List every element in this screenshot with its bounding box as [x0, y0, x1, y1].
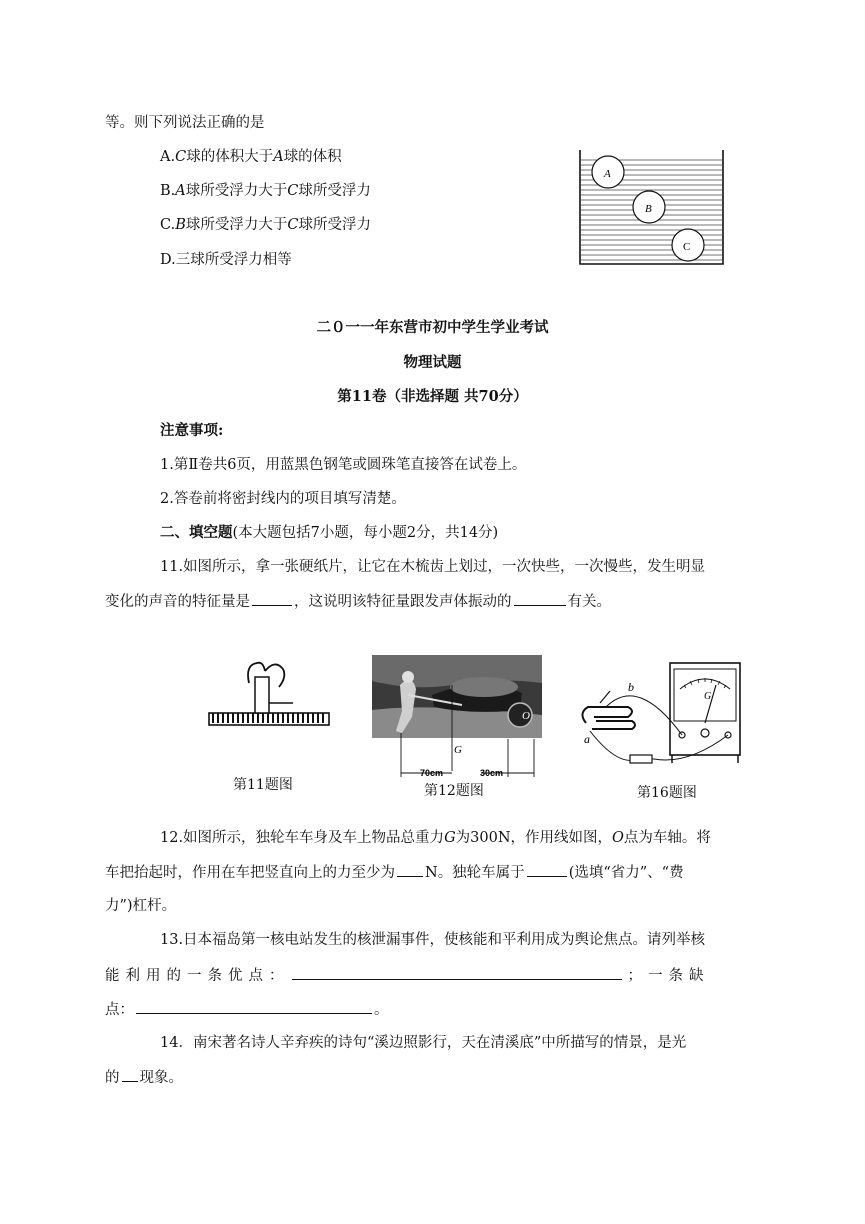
fig12-dim-30: 30cm — [480, 768, 504, 778]
fig11-comb — [205, 655, 335, 735]
question-intro: 等。则下列说法正确的是 — [105, 115, 265, 131]
tank-figure — [578, 148, 726, 266]
fig16-label-a: a — [584, 732, 590, 746]
q12-line1: 12.如图所示，独轮车车身及车上物品总重力G为300N，作用线如图，O点为车轴。将 — [160, 830, 711, 846]
notice-2: 2.答卷前将密封线内的项目填写清楚。 — [160, 491, 406, 507]
q13-blank-1[interactable] — [292, 965, 622, 980]
subject-title: 物理试题 — [403, 354, 462, 371]
ball-label-a: A — [604, 168, 611, 180]
fig16-caption: 第16题图 — [637, 785, 697, 801]
option-c: C.B球所受浮力大于C球所受浮力 — [160, 217, 371, 233]
q11-blank-2[interactable] — [514, 591, 566, 606]
q13-line3: 点： 。 — [105, 999, 389, 1020]
fig16-label-b: b — [628, 680, 634, 694]
section-heading: 二、填空题(本大题包括7小题，每小题2分，共14分) — [160, 524, 499, 541]
option-b: B.A球所受浮力大于C球所受浮力 — [160, 183, 371, 199]
q13-blank-2[interactable] — [136, 999, 372, 1014]
option-a: A.C球的体积大于A球的体积 — [160, 149, 342, 165]
q14-line2: 的 现象。 — [105, 1067, 183, 1088]
fig16-label-g: G — [704, 691, 712, 702]
notice-1: 1.第Ⅱ卷共6页，用蓝黑色钢笔或圆珠笔直接答在试卷上。 — [160, 457, 527, 473]
exam-title: 二０一一年东营市初中学生学业考试 — [316, 319, 549, 336]
q11-line2: 变化的声音的特征量是 ，这说明该特征量跟发声体振动的 有关。 — [105, 591, 611, 612]
q13-line1: 13.日本福岛第一核电站发生的核泄漏事件，使核能和平利用成为舆论焦点。请列举核 — [160, 932, 706, 948]
option-d: D.三球所受浮力相等 — [160, 252, 292, 268]
fig16-galvanometer — [578, 655, 753, 775]
ball-label-b: B — [645, 203, 652, 215]
q13-line2: 能利用的一条优点： ；一条缺 — [105, 965, 710, 986]
notice-heading: 注意事项: — [160, 422, 224, 439]
fig12-caption: 第12题图 — [424, 783, 484, 799]
q14-blank[interactable] — [122, 1067, 138, 1082]
fig12-label-g: G — [454, 744, 462, 756]
q11-blank-1[interactable] — [252, 591, 292, 606]
fig12-dim-70: 70cm — [420, 768, 444, 778]
fig11-caption: 第11题图 — [233, 777, 293, 793]
volume-title: 第11卷（非选择题 共70分） — [337, 388, 528, 405]
q12-line2: 车把抬起时，作用在车把竖直向上的力至少为 N。独轮车属于 (选填“省力”、“费 — [105, 862, 684, 883]
q14-line1: 14．南宋著名诗人辛弃疾的诗句“溪边照影行，天在清溪底”中所描写的情景，是光 — [160, 1035, 687, 1051]
ball-label-c: C — [683, 241, 691, 253]
fig12-wheelbarrow — [372, 655, 547, 781]
q12-blank-1[interactable] — [397, 862, 423, 877]
q11-line1: 11.如图所示，拿一张硬纸片，让它在木梳齿上划过，一次快些，一次慢些，发生明显 — [160, 559, 706, 575]
q12-blank-2[interactable] — [527, 862, 567, 877]
q12-line3: 力”)杠杆。 — [105, 898, 177, 914]
fig12-label-o: O — [522, 710, 530, 722]
